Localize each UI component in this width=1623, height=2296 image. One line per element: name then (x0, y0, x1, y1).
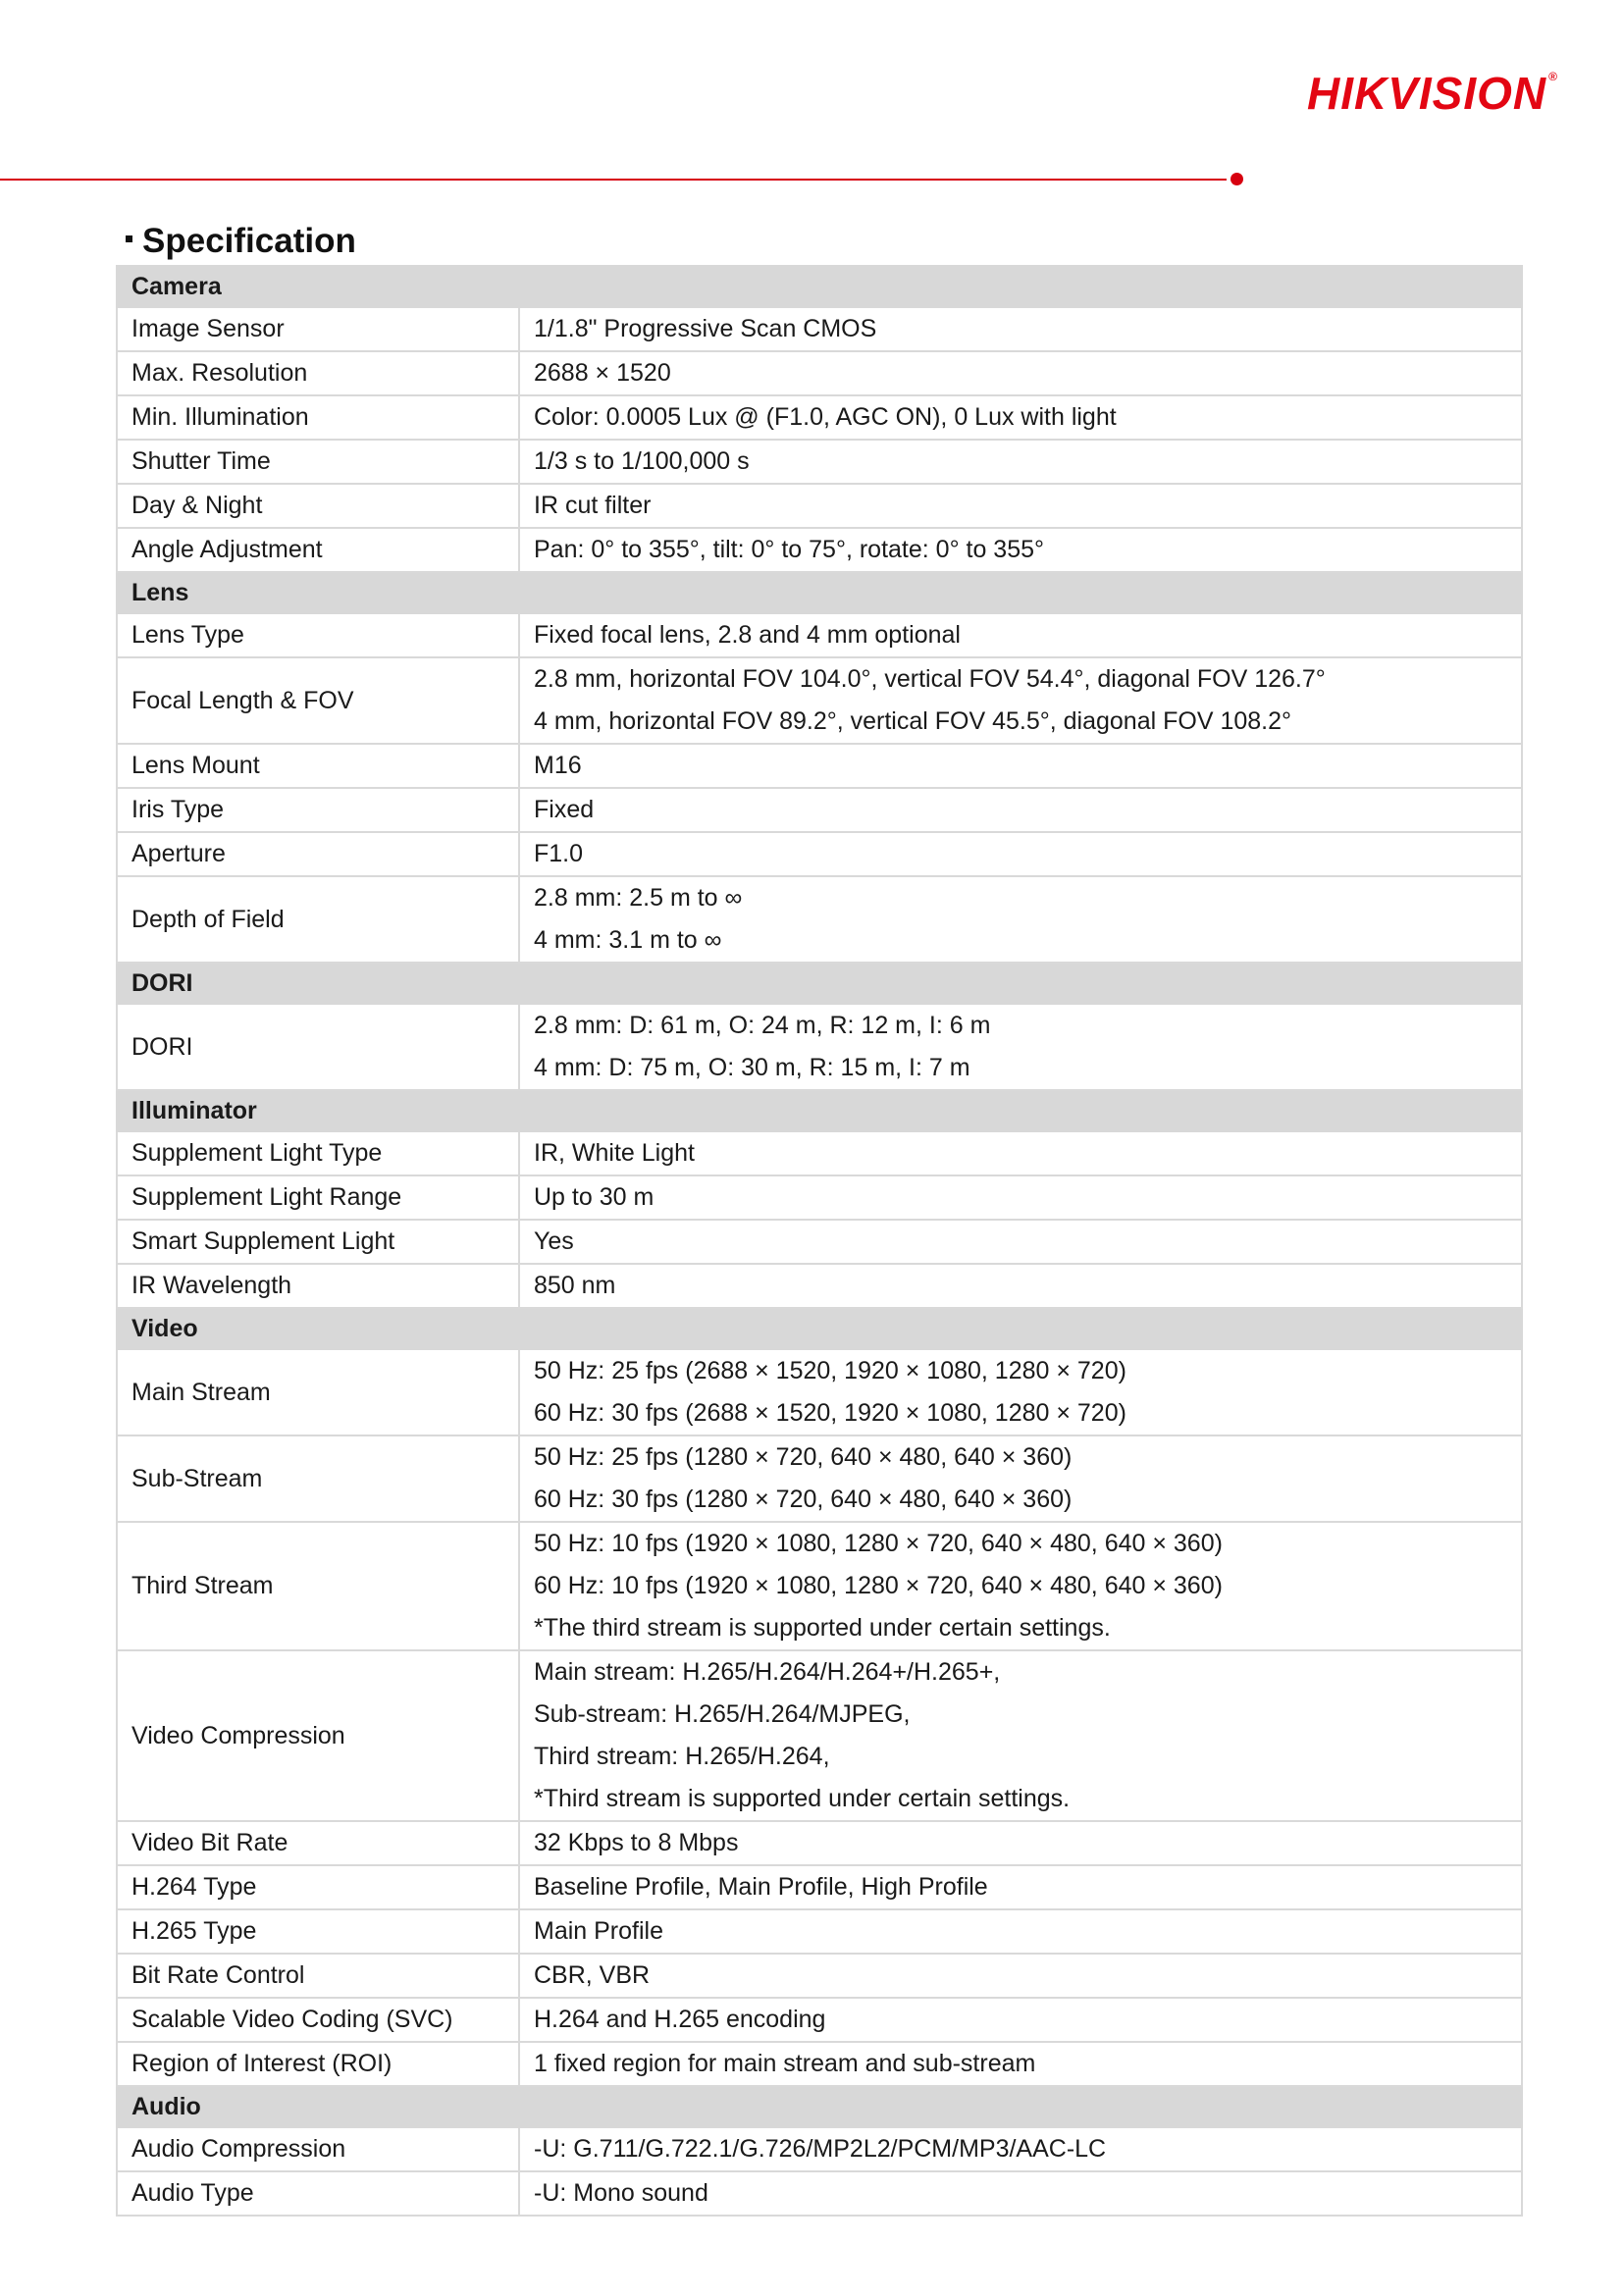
spec-value-line: Pan: 0° to 355°, tilt: 0° to 75°, rotate: 0° to 355° (534, 536, 1045, 563)
spec-value-line: IR, White Light (534, 1139, 695, 1167)
spec-label: Lens Mount (117, 744, 519, 788)
table-row (117, 1998, 1522, 2042)
spec-value-line: 60 Hz: 30 fps (1280 × 720, 640 × 480, 640 × 360) (534, 1486, 1073, 1513)
table-row (117, 1821, 1522, 1865)
table-row (117, 832, 1522, 876)
spec-label: H.265 Type (117, 1909, 519, 1954)
table-row (117, 613, 1522, 657)
spec-label: Angle Adjustment (117, 528, 519, 572)
spec-value-line: 32 Kbps to 8 Mbps (534, 1829, 739, 1856)
spec-value-line: 850 nm (534, 1272, 616, 1299)
hikvision-logo (1306, 68, 1558, 119)
page-title-text: Specification (142, 222, 356, 260)
spec-label: Sub-Stream (117, 1435, 519, 1522)
spec-value (519, 1435, 1522, 1522)
spec-value-line: IR cut filter (534, 492, 652, 519)
spec-value (519, 1349, 1522, 1435)
table-row (117, 1522, 1522, 1650)
spec-value-line: F1.0 (534, 840, 584, 867)
spec-value (519, 307, 1522, 351)
spec-value-line: 4 mm: 3.1 m to ∞ (534, 926, 722, 954)
spec-value (519, 876, 1522, 963)
spec-value-line: -U: G.711/G.722.1/G.726/MP2L2/PCM/MP3/AAC-LC (534, 2135, 1107, 2163)
spec-value-line: 2.8 mm: 2.5 m to ∞ (534, 884, 743, 912)
table-row (117, 1954, 1522, 1998)
spec-label: Max. Resolution (117, 351, 519, 395)
spec-value-line: 2.8 mm, horizontal FOV 104.0°, vertical FOV 54.4°, diagonal FOV 126.7° (534, 665, 1326, 693)
spec-value-line: Up to 30 m (534, 1183, 654, 1211)
table-row (117, 657, 1522, 744)
spec-value-line: Color: 0.0005 Lux @ (F1.0, AGC ON), 0 Lux with light (534, 403, 1117, 431)
spec-label: IR Wavelength (117, 1264, 519, 1308)
spec-value (519, 744, 1522, 788)
spec-value-line: 60 Hz: 10 fps (1920 × 1080, 1280 × 720, 640 × 480, 640 × 360) (534, 1572, 1223, 1599)
spec-label: Iris Type (117, 788, 519, 832)
spec-label: DORI (117, 1004, 519, 1090)
spec-value (519, 351, 1522, 395)
table-row (117, 744, 1522, 788)
spec-label: Depth of Field (117, 876, 519, 963)
spec-label: Audio Compression (117, 2127, 519, 2171)
section-header-row (117, 266, 1522, 307)
spec-value-line: Fixed (534, 796, 595, 823)
table-row (117, 351, 1522, 395)
spec-value (519, 484, 1522, 528)
table-row (117, 1175, 1522, 1220)
spec-value-line: 2.8 mm: D: 61 m, O: 24 m, R: 12 m, I: 6 m (534, 1012, 991, 1039)
spec-value (519, 1175, 1522, 1220)
table-row (117, 395, 1522, 440)
table-row (117, 440, 1522, 484)
table-row (117, 2042, 1522, 2086)
spec-value-line: Sub-stream: H.265/H.264/MJPEG, (534, 1700, 911, 1728)
table-row (117, 1264, 1522, 1308)
spec-value (519, 832, 1522, 876)
table-row (117, 1131, 1522, 1175)
table-row (117, 1865, 1522, 1909)
spec-value (519, 788, 1522, 832)
section-header: Camera (117, 266, 1522, 307)
table-row (117, 1909, 1522, 1954)
spec-label: Shutter Time (117, 440, 519, 484)
section-header: DORI (117, 963, 1522, 1004)
spec-label: Video Bit Rate (117, 1821, 519, 1865)
spec-label: Supplement Light Type (117, 1131, 519, 1175)
section-header: Audio (117, 2086, 1522, 2127)
spec-value-line: Main Profile (534, 1917, 663, 1945)
spec-label: Supplement Light Range (117, 1175, 519, 1220)
table-row (117, 1349, 1522, 1435)
spec-label: Main Stream (117, 1349, 519, 1435)
spec-value-line: Baseline Profile, Main Profile, High Profile (534, 1873, 988, 1901)
spec-label: H.264 Type (117, 1865, 519, 1909)
table-row (117, 2127, 1522, 2171)
section-header: Illuminator (117, 1090, 1522, 1131)
spec-value (519, 1131, 1522, 1175)
table-row (117, 1004, 1522, 1090)
spec-value (519, 1998, 1522, 2042)
spec-label: Video Compression (117, 1650, 519, 1821)
specification-table (116, 265, 1523, 2217)
spec-value-line: 1 fixed region for main stream and sub-stream (534, 2050, 1036, 2077)
page-title (126, 222, 356, 261)
table-row (117, 2171, 1522, 2216)
spec-value-line: Main stream: H.265/H.264/H.264+/H.265+, (534, 1658, 1001, 1686)
spec-value (519, 440, 1522, 484)
table-row (117, 1435, 1522, 1522)
spec-value-line: -U: Mono sound (534, 2179, 708, 2207)
spec-label: Region of Interest (ROI) (117, 2042, 519, 2086)
spec-value-line: CBR, VBR (534, 1961, 651, 1989)
spec-label: Scalable Video Coding (SVC) (117, 1998, 519, 2042)
section-header-row (117, 1090, 1522, 1131)
spec-value (519, 2042, 1522, 2086)
section-header: Video (117, 1308, 1522, 1349)
spec-value (519, 395, 1522, 440)
specification-table-body (117, 266, 1522, 2216)
table-row (117, 876, 1522, 963)
spec-value (519, 2171, 1522, 2216)
spec-label: Lens Type (117, 613, 519, 657)
section-header-row (117, 963, 1522, 1004)
spec-value-line: *Third stream is supported under certain settings. (534, 1785, 1071, 1812)
spec-value-line: 50 Hz: 25 fps (2688 × 1520, 1920 × 1080, 1280 × 720) (534, 1357, 1126, 1384)
spec-value-line: 4 mm: D: 75 m, O: 30 m, R: 15 m, I: 7 m (534, 1054, 970, 1081)
spec-label: Focal Length & FOV (117, 657, 519, 744)
spec-value (519, 1004, 1522, 1090)
spec-value (519, 1220, 1522, 1264)
spec-value-line: H.264 and H.265 encoding (534, 2006, 826, 2033)
spec-value (519, 1954, 1522, 1998)
spec-label: Day & Night (117, 484, 519, 528)
header-divider-dot (1230, 173, 1243, 185)
logo-part-hik: HIK (1306, 68, 1388, 119)
spec-value (519, 1865, 1522, 1909)
table-row (117, 484, 1522, 528)
spec-value (519, 657, 1522, 744)
spec-label: Bit Rate Control (117, 1954, 519, 1998)
table-row (117, 307, 1522, 351)
spec-value-line: *The third stream is supported under certain settings. (534, 1614, 1111, 1642)
spec-value-line: 1/1.8" Progressive Scan CMOS (534, 315, 877, 342)
table-row (117, 1220, 1522, 1264)
spec-label: Image Sensor (117, 307, 519, 351)
spec-value-line: Third stream: H.265/H.264, (534, 1743, 830, 1770)
spec-value (519, 1522, 1522, 1650)
spec-value-line: 4 mm, horizontal FOV 89.2°, vertical FOV 45.5°, diagonal FOV 108.2° (534, 707, 1292, 735)
spec-value (519, 1650, 1522, 1821)
spec-value-line: 50 Hz: 10 fps (1920 × 1080, 1280 × 720, 640 × 480, 640 × 360) (534, 1530, 1223, 1557)
spec-value (519, 613, 1522, 657)
spec-value-line: Fixed focal lens, 2.8 and 4 mm optional (534, 621, 961, 649)
spec-value (519, 1909, 1522, 1954)
spec-value-line: M16 (534, 752, 582, 779)
title-bullet-icon (126, 235, 132, 242)
spec-value (519, 1264, 1522, 1308)
table-row (117, 788, 1522, 832)
spec-label: Audio Type (117, 2171, 519, 2216)
spec-value (519, 528, 1522, 572)
spec-value-line: 2688 × 1520 (534, 359, 671, 387)
spec-value (519, 2127, 1522, 2171)
section-header-row (117, 572, 1522, 613)
section-header-row (117, 1308, 1522, 1349)
spec-label: Aperture (117, 832, 519, 876)
spec-value-line: 50 Hz: 25 fps (1280 × 720, 640 × 480, 640 × 360) (534, 1443, 1073, 1471)
spec-value-line: 60 Hz: 30 fps (2688 × 1520, 1920 × 1080, 1280 × 720) (534, 1399, 1126, 1427)
header-divider-line (0, 179, 1227, 181)
logo-part-vision: VISION (1387, 68, 1547, 119)
spec-label: Smart Supplement Light (117, 1220, 519, 1264)
spec-label: Min. Illumination (117, 395, 519, 440)
spec-value-line: Yes (534, 1227, 574, 1255)
spec-value (519, 1821, 1522, 1865)
section-header: Lens (117, 572, 1522, 613)
registered-mark: ® (1548, 70, 1558, 83)
table-row (117, 528, 1522, 572)
section-header-row (117, 2086, 1522, 2127)
spec-value-line: 1/3 s to 1/100,000 s (534, 447, 750, 475)
spec-label: Third Stream (117, 1522, 519, 1650)
table-row (117, 1650, 1522, 1821)
